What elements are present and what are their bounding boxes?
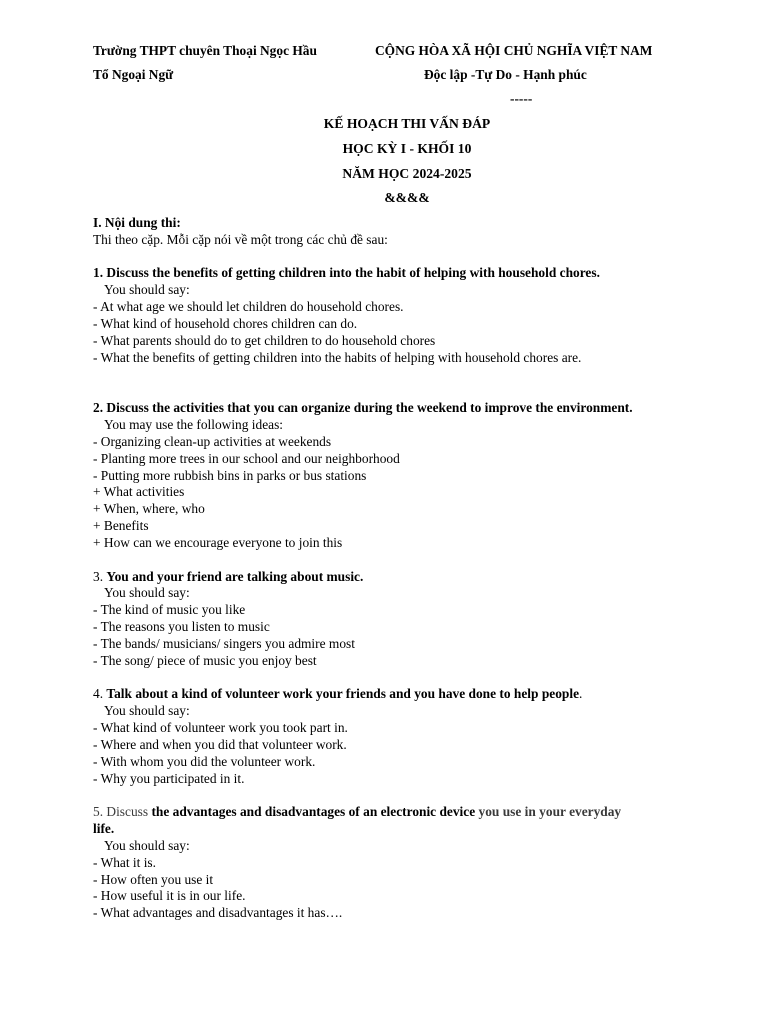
- topic-1-item: - What the benefits of getting children into the habits of helping with household chores are.: [93, 349, 582, 365]
- topic-3-item: - The song/ piece of music you enjoy best: [93, 652, 317, 668]
- topic-4-item: - Why you participated in it.: [93, 770, 245, 786]
- topic-3-item: - The bands/ musicians/ singers you admire most: [93, 635, 355, 651]
- topic-1-item: - What kind of household chores children can do.: [93, 316, 358, 332]
- topic-4-period: .: [579, 686, 583, 702]
- school-year-title: NĂM HỌC 2024-2025: [342, 166, 472, 181]
- topic-2-number: 2.: [93, 400, 104, 416]
- topic-2-item: - Putting more rubbish bins in parks or bus stations: [93, 467, 367, 483]
- national-motto: Độc lập -Tự Do - Hạnh phúc: [424, 67, 587, 82]
- title-ornament: &&&&: [384, 190, 430, 205]
- topic-2-item: + What activities: [93, 484, 185, 500]
- topic-5-title-end: life.: [93, 821, 115, 837]
- topic-1-number: 1.: [93, 265, 104, 281]
- topic-2-title: [93, 400, 733, 417]
- topic-4-text: Talk about a kind of volunteer work your friends and you have done to help people: [106, 686, 580, 702]
- topic-2-item: - Organizing clean-up activities at weekends: [93, 433, 332, 449]
- topic-3-text: You and your friend are talking about music.: [106, 568, 364, 584]
- topic-5-number: 5.: [93, 804, 104, 820]
- topic-2-item: + Benefits: [93, 518, 149, 534]
- topic-1-text: Discuss the benefits of getting children into the habit of helping with household chores.: [106, 265, 600, 281]
- country-name: CỘNG HÒA XÃ HỘI CHỦ NGHĨA VIỆT NAM: [375, 43, 653, 58]
- topic-2-text: Discuss the activities that you can organize during the weekend to improve the environment.: [106, 400, 633, 416]
- document-body: [93, 215, 733, 922]
- topic-5-text-discuss: Discuss: [106, 804, 149, 820]
- topic-2-item: + How can we encourage everyone to join this: [93, 534, 343, 550]
- department-name: Tổ Ngoại Ngữ: [93, 67, 174, 82]
- topic-5-item: - How useful it is in our life.: [93, 888, 246, 904]
- topic-5-item: - How often you use it: [93, 871, 214, 887]
- topic-4-number: 4.: [93, 686, 104, 702]
- topic-4-item: - Where and when you did that volunteer work.: [93, 736, 347, 752]
- section-heading: I. Nội dung thi:: [93, 215, 181, 230]
- topic-3-item: - The kind of music you like: [93, 602, 246, 618]
- topic-5-text-main: the advantages and disadvantages of an electronic device: [151, 804, 476, 820]
- topic-1-item: - What parents should do to get children to do household chores: [93, 332, 436, 348]
- topic-2-prompt: You may use the following ideas:: [104, 416, 284, 432]
- plan-title: KẾ HOẠCH THI VẤN ĐÁP: [323, 116, 491, 131]
- topic-4-item: - What kind of volunteer work you took part in.: [93, 720, 348, 736]
- semester-title: HỌC KỲ I - KHỐI 10: [342, 141, 472, 156]
- topic-4-item: - With whom you did the volunteer work.: [93, 753, 316, 769]
- topic-1-item: - At what age we should let children do household chores.: [93, 299, 404, 315]
- topic-4-title: [93, 686, 733, 703]
- topic-4-prompt: You should say:: [104, 703, 190, 719]
- school-name: Trường THPT chuyên Thoại Ngọc Hầu: [93, 43, 317, 58]
- topic-2-item: - Planting more trees in our school and our neighborhood: [93, 450, 400, 466]
- topic-5-prompt: You should say:: [104, 837, 190, 853]
- topic-1-title: [93, 265, 733, 282]
- topic-3-prompt: You should say:: [104, 585, 190, 601]
- section-intro: Thi theo cặp. Mỗi cặp nói về một trong các chủ đề sau:: [93, 231, 388, 247]
- topic-3-number: 3.: [93, 568, 104, 584]
- topic-3-item: - The reasons you listen to music: [93, 619, 270, 635]
- topic-5-text-tail: you use in your everyday: [478, 804, 622, 820]
- topic-5-item: - What it is.: [93, 854, 156, 870]
- topic-5-item: - What advantages and disadvantages it has….: [93, 905, 343, 921]
- topic-3-title: [93, 569, 733, 586]
- topic-5-title: [93, 804, 733, 821]
- header-divider: -----: [510, 91, 533, 106]
- topic-1-prompt: You should say:: [104, 282, 190, 298]
- topic-2-item: + When, where, who: [93, 501, 205, 517]
